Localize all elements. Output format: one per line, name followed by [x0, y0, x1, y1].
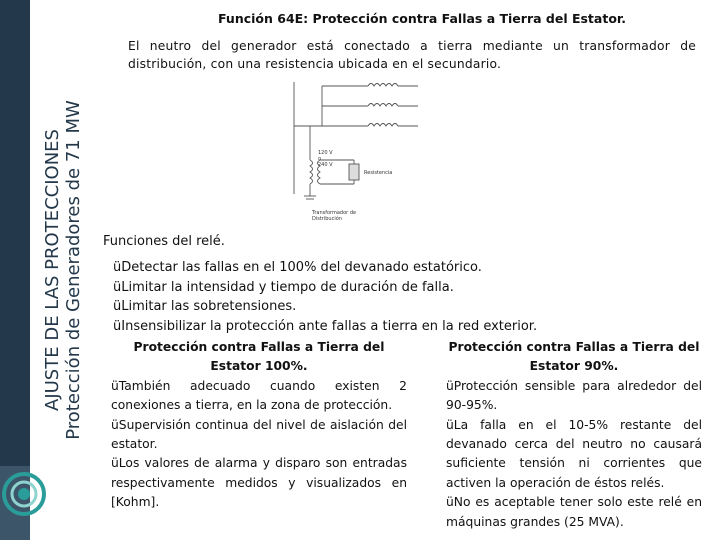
- right-column-heading: Protección contra Fallas a Tierra del Estator 90%.: [448, 340, 700, 374]
- voltage-label: 120 V o 240 V: [318, 150, 333, 168]
- functions-title: Funciones del relé.: [103, 234, 225, 249]
- list-item: üLimitar la intensidad y tiempo de duración de falla.: [113, 279, 454, 295]
- circle-logo-icon: [2, 472, 46, 516]
- sidebar-band: [0, 0, 30, 466]
- vertical-title: [33, 37, 93, 503]
- left-paragraph: üSupervisión continua del nivel de aislación del estator.: [111, 417, 407, 452]
- list-item: üLimitar las sobretensiones.: [113, 299, 297, 314]
- left-paragraph: üLos valores de alarma y disparo son entradas respectivamente medidos y visualizados en [Kohm].: [111, 456, 407, 510]
- right-paragraph: üLa falla en el 10-5% restante del devanado cerca del neutro no causará suficiente tensión ni corrientes que activen la operación de éstos relés.: [446, 417, 702, 490]
- resistor-label: Resistencia: [364, 170, 393, 176]
- left-column: [111, 338, 407, 513]
- right-paragraph: üProtección sensible para alrededor del 90-95%.: [446, 378, 702, 413]
- grounding-circuit-diagram: [288, 74, 420, 228]
- intro-paragraph: El neutro del generador está conectado a tierra mediante un transformador de distribución, con una resistencia ubicada en el secundario.: [128, 39, 696, 71]
- left-paragraph: üTambién adecuado cuando existen 2 conexiones a tierra, en la zona de protección.: [111, 378, 407, 413]
- page-title: Función 64E: Protección contra Fallas a Tierra del Estator.: [218, 11, 627, 26]
- list-item: üDetectar las fallas en el 100% del devanado estatórico.: [113, 260, 482, 275]
- transformer-label: Transformador de Distribución: [312, 210, 357, 222]
- functions-list: [113, 258, 703, 336]
- left-column-heading: Protección contra Fallas a Tierra del Estator 100%.: [133, 340, 385, 374]
- sidebar: [0, 0, 100, 540]
- right-column: [446, 338, 702, 532]
- vertical-title-line2: Protección de Generadores de 71 MW: [63, 100, 84, 440]
- list-item: üInsensibilizar la protección ante fallas a tierra en la red exterior.: [113, 318, 538, 334]
- right-paragraph: üNo es aceptable tener solo este relé en máquinas grandes (25 MVA).: [446, 495, 702, 529]
- vertical-title-line1: AJUSTE DE LAS PROTECCIONES: [42, 129, 63, 411]
